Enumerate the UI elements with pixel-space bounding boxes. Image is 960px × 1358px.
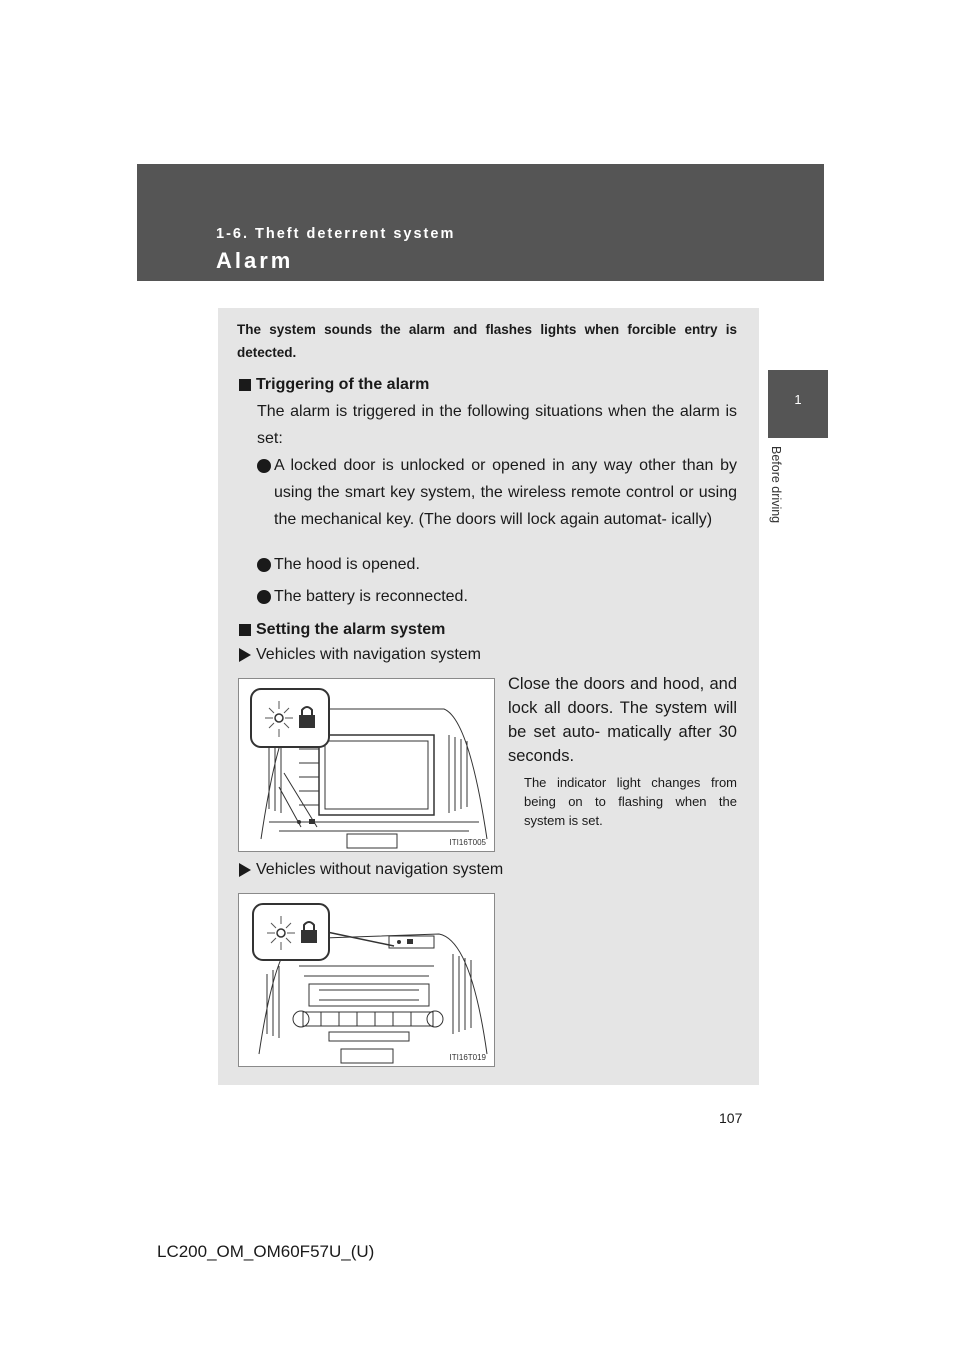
with-nav-label: Vehicles with navigation system (256, 646, 481, 663)
square-bullet-icon (239, 379, 251, 391)
section-label: 1-6. Theft deterrent system (216, 226, 456, 242)
without-nav-figure (238, 893, 495, 1067)
arrow-bullet-icon (239, 863, 251, 877)
chapter-header (137, 164, 824, 281)
document-code: LC200_OM_OM60F57U_(U) (157, 1242, 375, 1261)
intro-text: The system sounds the alarm and flashes lights when forcible entry is detected. (237, 322, 737, 360)
with-nav-instruction: Close the doors and hood, and lock all doors. The system will be set auto- matically after 30 seconds. (508, 675, 737, 765)
trigger-item: The battery is reconnected. (274, 588, 468, 605)
chapter-tab-number: 1 (794, 392, 802, 407)
trigger-item: A locked door is unlocked or opened in any way other than by using the smart key system, the wireless remote control or using the mechanical key. (The doors will lock again automat- ically) (274, 457, 737, 528)
dashboard-illustration (239, 894, 494, 1066)
trigger-item: The hood is opened. (274, 556, 420, 573)
arrow-bullet-icon (239, 648, 251, 662)
page-number: 107 (719, 1110, 743, 1126)
setting-heading: Setting the alarm system (256, 621, 446, 638)
bullet-dot-icon (257, 590, 271, 604)
triggering-heading: Triggering of the alarm (256, 376, 430, 393)
page-title: Alarm (216, 248, 294, 273)
bullet-dot-icon (257, 459, 271, 473)
without-nav-label: Vehicles without navigation system (256, 861, 504, 878)
figure-code: ITI16T019 (449, 1053, 486, 1062)
content-panel (218, 308, 759, 1085)
triggering-description: The alarm is triggered in the following situations when the alarm is set: (257, 403, 737, 447)
with-nav-figure (238, 678, 495, 852)
chapter-tab-label: Before driving (769, 446, 783, 524)
dashboard-nav-illustration (239, 679, 494, 851)
indicator-note: The indicator light changes from being on to flashing when the system is set. (524, 775, 737, 828)
figure-code: ITI16T005 (449, 838, 486, 847)
chapter-tab (768, 370, 828, 438)
bullet-dot-icon (257, 558, 271, 572)
square-bullet-icon (239, 624, 251, 636)
